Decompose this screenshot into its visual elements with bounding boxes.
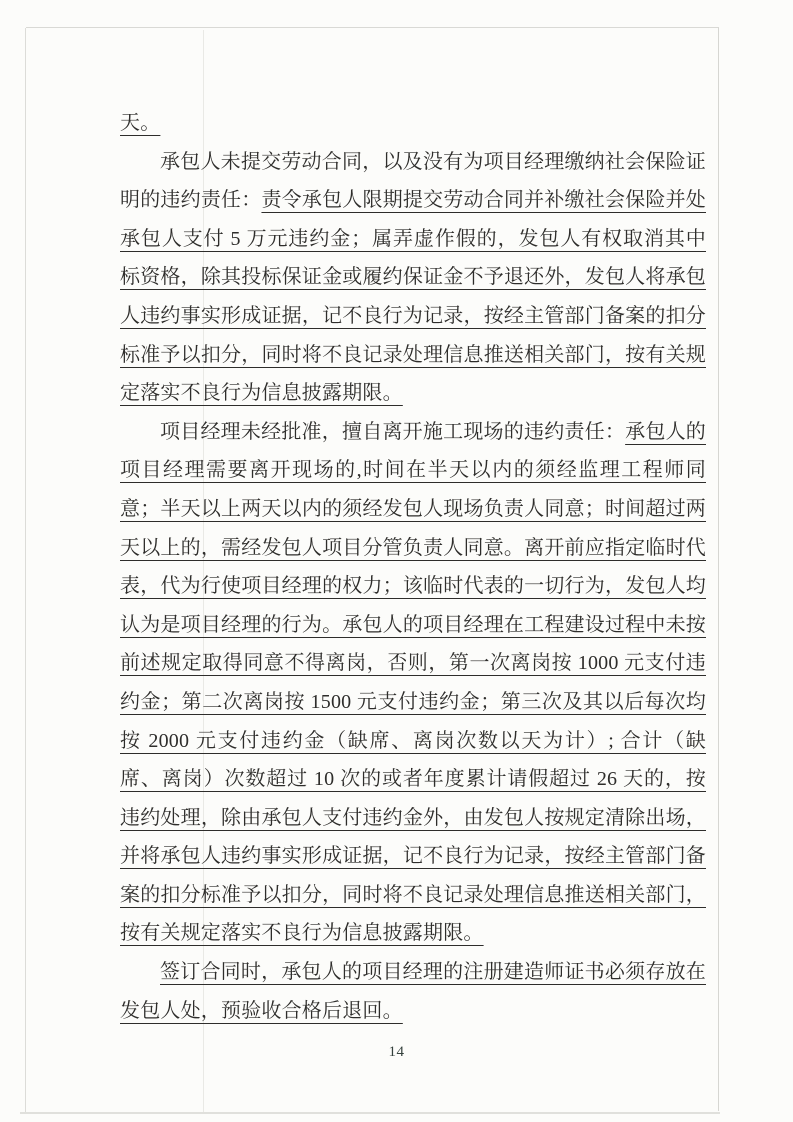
page-edge-top	[26, 27, 719, 28]
page-edge-right	[718, 27, 719, 1111]
page-edge-left	[25, 28, 26, 1114]
text-run: 承包人未提交劳动合同，以及没有为项目经理缴纳社会保险证明的违约责任：	[120, 150, 706, 212]
paragraph	[120, 143, 706, 413]
text-run: 项目经理未经批准，擅自离开施工现场的违约责任：	[160, 420, 626, 443]
text-run: 承包人的项目经理需要离开现场的,时间在半天以内的须经监理工程师同意；半天以上两天以内的须经发包人现场负责人同意；时间超过两天以上的，需经发包人项目分管负责人同意。离开前应指定临时代表，代为行使项目经理的权力；该临时代表的一切行为，发包人均认为是项目经理的行为。承包人的项目经理在工程建设过程中未按前述规定取得同意不得离岗，否则，第一次离岗按 1000 元支付违约金；第二次离岗按 1500 元支付违约金；第三次及其以后每次均按 2000 元支付违约金（缺席、离岗次数以天为计）; 合计（缺席、离岗）次数超过 10 次的或者年度累计请假超过 26 天的，按违约处理，除由承包人支付违约金外，由发包人按规定清除出场，并将承包人违约事实形成证据，记不良行为记录，按经主管部门备案的扣分标准予以扣分，同时将不良记录处理信息推送相关部门，按有关规定落实不良行为信息披露期限。	[120, 420, 706, 945]
paragraph	[120, 413, 706, 953]
text-run: 责令承包人限期提交劳动合同并补缴社会保险并处承包人支付 5 万元违约金；属弄虚作假的，发包人有权取消其中标资格，除其投标保证金或履约保证金不予退还外，发包人将承包人违约事实形成证据，记不良行为记录，按经主管部门备案的扣分标准予以扣分，同时将不良记录处理信息推送相关部门，按有关规定落实不良行为信息披露期限。	[120, 189, 706, 405]
paragraph	[120, 104, 706, 143]
document-body	[120, 104, 706, 1030]
page-number: 14	[388, 1044, 405, 1060]
page-edge-bottom	[20, 1112, 720, 1114]
text-run: 天。	[120, 112, 161, 134]
text-run: 签订合同时，承包人的项目经理的注册建造师证书必须存放在发包人处，预验收合格后退回。	[120, 961, 706, 1022]
paragraph	[120, 953, 706, 1030]
